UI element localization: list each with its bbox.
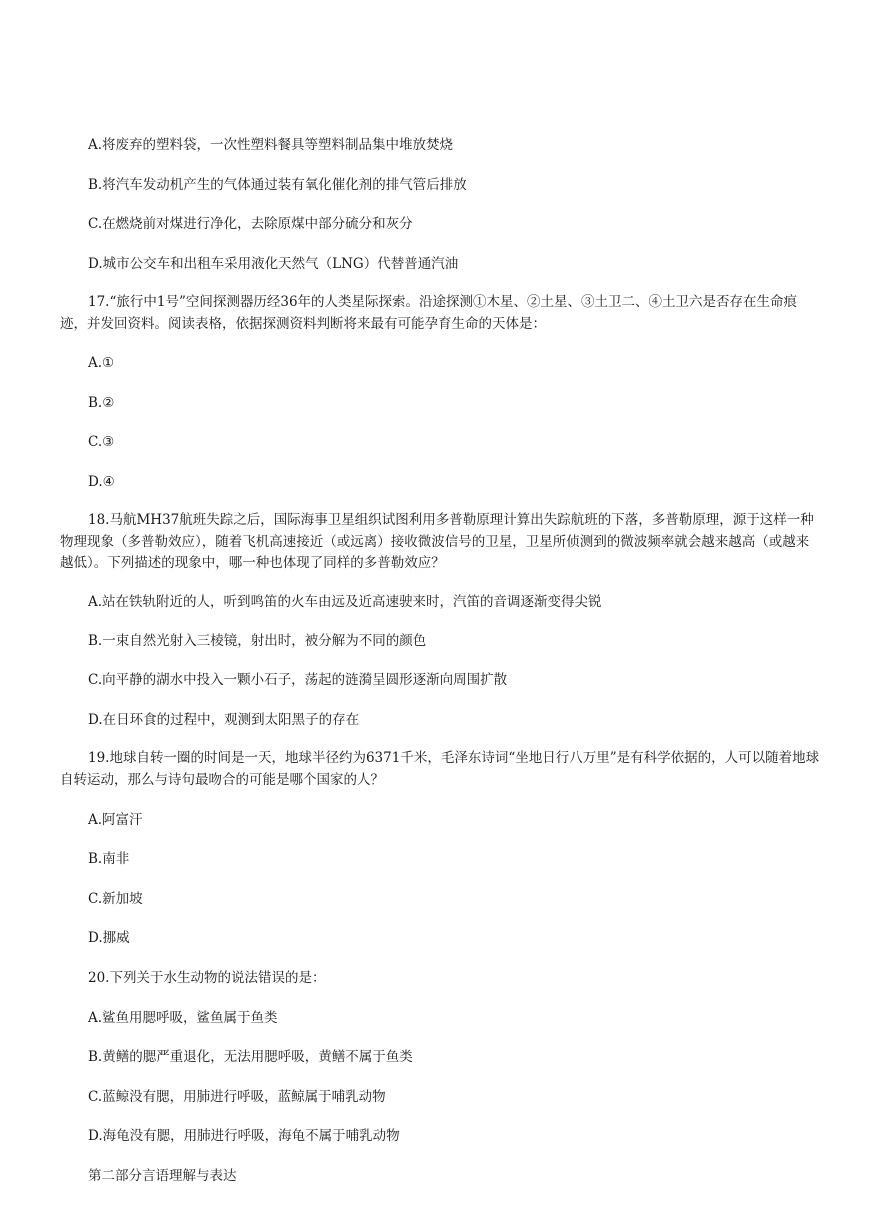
q19-option-b: B.南非 [88, 851, 130, 867]
q18-option-b: B.一束自然光射入三棱镜，射出时，被分解为不同的颜色 [88, 633, 427, 649]
q17-option-a: A.① [88, 355, 115, 371]
q18-stem: 18.马航MH37航班失踪之后，国际海事卫星组织试图利用多普勒原理计算出失踪航班的下落，多普勒原理，源于这样一种物理现象（多普勒效应），随着飞机高速接近（或远离）接收微波信号的卫星，卫星所侦测到的微波频率就会越来越高（或越来越低）。下列描述的现象中，哪一种也体现了同样的多普勒效应？ [60, 512, 814, 571]
q20-option-c: C.蓝鲸没有腮，用肺进行呼吸，蓝鲸属于哺乳动物 [88, 1089, 386, 1105]
q19-stem: 19.地球自转一圈的时间是一天，地球半径约为6371千米，毛泽东诗词“坐地日行八万里”是有科学依据的，人可以随着地球自转运动，那么与诗句最吻合的可能是哪个国家的人？ [60, 750, 820, 788]
q17-option-b: B.② [88, 395, 115, 411]
q20-stem: 20.下列关于水生动物的说法错误的是： [88, 970, 326, 986]
q18-option-c: C.向平静的湖水中投入一颗小石子，荡起的涟漪呈圆形逐渐向周围扩散 [88, 672, 508, 688]
q16-option-c: C.在燃烧前对煤进行净化，去除原煤中部分硫分和灰分 [88, 216, 413, 232]
q19-option-d: D.挪威 [88, 930, 130, 946]
q18-option-a: A.站在铁轨附近的人，听到鸣笛的火车由远及近高速驶来时，汽笛的音调逐渐变得尖锐 [88, 594, 602, 610]
q20-option-b: B.黄鳝的腮严重退化，无法用腮呼吸，黄鳝不属于鱼类 [88, 1049, 413, 1065]
section-title: 第二部分言语理解与表达 [88, 1168, 237, 1184]
q17-option-d: D.④ [88, 474, 115, 490]
q18-option-d: D.在日环食的过程中，观测到太阳黑子的存在 [88, 712, 360, 728]
q16-option-a: A.将废弃的塑料袋，一次性塑料餐具等塑料制品集中堆放焚烧 [88, 137, 454, 153]
q19-option-c: C.新加坡 [88, 891, 143, 907]
q20-option-d: D.海龟没有腮，用肺进行呼吸，海龟不属于哺乳动物 [88, 1128, 400, 1144]
q16-option-d: D.城市公交车和出租车采用液化天然气（LNG）代替普通汽油 [88, 256, 459, 272]
q17-stem: 17.“旅行中1号”空间探测器历经36年的人类星际探索。沿途探测①木星、②土星、③土卫二、④土卫六是否存在生命痕迹，并发回资料。阅读表格，依据探测资料判断将来最有可能孕育生命的天体是： [60, 294, 798, 332]
q17-option-c: C.③ [88, 434, 115, 450]
q19-option-a: A.阿富汗 [88, 812, 143, 828]
q20-option-a: A.鲨鱼用腮呼吸，鲨鱼属于鱼类 [88, 1010, 278, 1026]
q16-option-b: B.将汽车发动机产生的气体通过装有氧化催化剂的排气管后排放 [88, 177, 467, 193]
